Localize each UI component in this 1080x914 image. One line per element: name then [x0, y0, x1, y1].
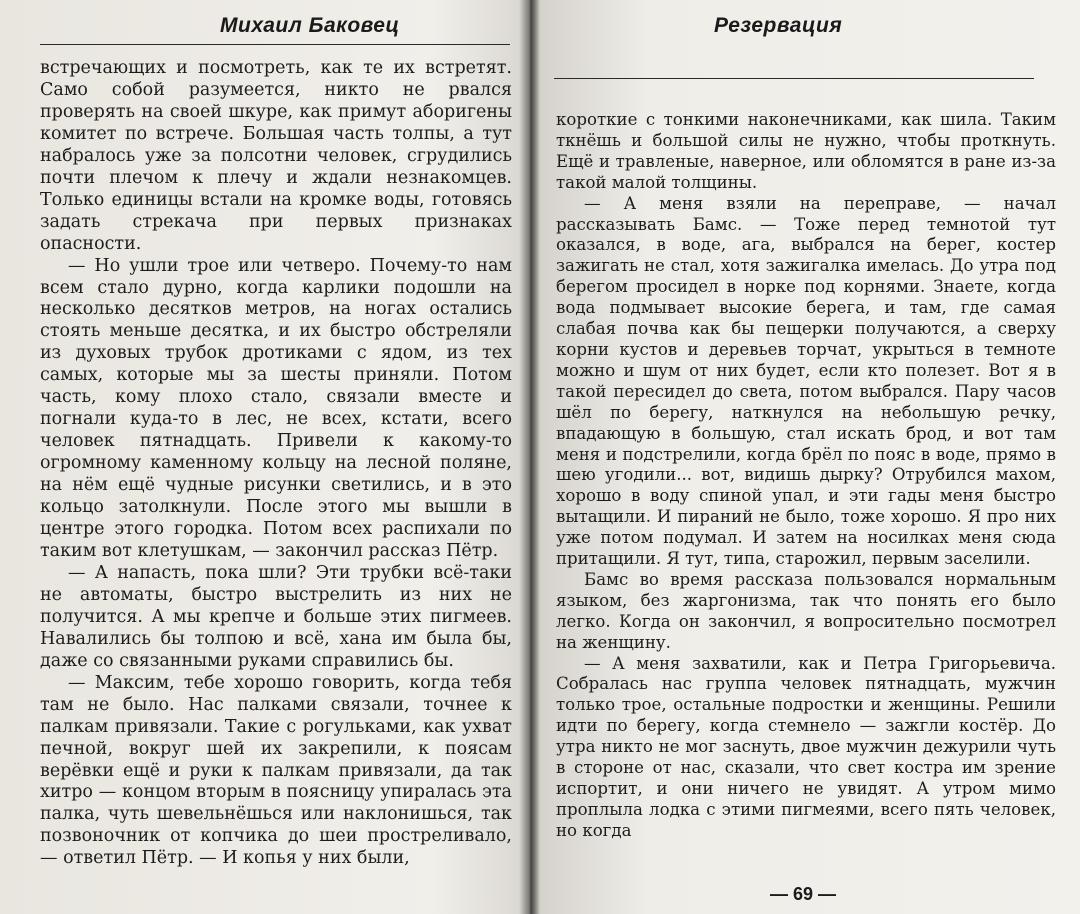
right-header-rule — [554, 78, 1034, 79]
left-running-head: Михаил Баковец — [220, 14, 400, 37]
right-page — [534, 0, 1080, 914]
paragraph: — А напасть, пока шли? Эти трубки всё-таки не автоматы, быстро выстрелить из них не получится. А мы крепче и больше этих пигмеев. Навалились бы толпою и всё, хана им была бы, даже со связанными руками справились бы. — [40, 562, 512, 671]
paragraph: встречающих и посмотреть, как те их встретят. Само собой разумеется, никто не рвался проверять на своей шкуре, как примут аборигены комитет по встрече. Большая часть толпы, а тут набралось уже за полсотни человек, сгрудились почти плечом к плечу и ждали незнакомцев. Только единицы встали на кромке воды, готовясь задать стрекача при первых признаках опасности. — [40, 58, 512, 254]
right-page-text — [556, 110, 1056, 842]
paragraph: Бамс во время рассказа пользовался нормальным языком, без жаргонизма, так что понять его было легко. Когда он закончил, я вопросительно посмотрел на женщину. — [556, 569, 1056, 652]
left-page-text — [40, 58, 512, 870]
page-number: — 69 — — [770, 884, 837, 904]
right-running-head: Резервация — [714, 14, 843, 37]
left-header-rule — [40, 44, 510, 45]
paragraph: — Максим, тебе хорошо говорить, когда тебя там не было. Нас палками связали, точнее к палкам привязали. Такие с рогульками, как ухват печной, вокруг шей их закрепили, к поясам верёвки ещё и руки к палкам привязали, да так хитро — концом вторым в поясницу упиралась эта палка, чуть шевельнёшься или наклонишься, так позвоночник от копчика до шеи простреливало, — ответил Пётр. — И копья у них были, — [40, 672, 512, 869]
left-page — [0, 0, 530, 914]
paragraph: короткие с тонкими наконечниками, как шила. Таким ткнёшь и большой силы не нужно, чтобы проткнуть. Ещё и травленые, наверное, или обломятся в ране из-за такой малой толщины. — [556, 110, 1056, 192]
paragraph: — Но ушли трое или четверо. Почему-то нам всем стало дурно, когда карлики подошли на несколько десятков метров, на ногах остались стоять меньше десятка, и их быстро обстреляли из духовых трубок дротиками с ядом, из тех самых, которые мы за шесты приняли. Потом часть, кому плохо стало, связали вместе и погнали куда-то в лес, не всех, кстати, всего человек пятнадцать. Привели к какому-то огромному каменному кольцу на лесной поляне, на нём ещё чудные рисунки светились, и в это кольцо затолкнули. После этого мы вышли в центре этого городка. Потом всех распихали по таким вот клетушкам, — закончил рассказ Пётр. — [40, 255, 512, 561]
paragraph: — А меня взяли на переправе, — начал рассказывать Бамс. — Тоже перед темнотой тут оказался, в воде, ага, выбрался на берег, костер зажигать не стал, хотя зажигалка имелась. До утра под берегом просидел в норке под корнями. Знаете, когда вода подмывает высокие берега, и там, где самая слабая почва как бы пещерки получаются, а сверху корни кустов и деревьев торчат, укрыться в темноте можно и шум от них будет, если кто полезет. Вот я в такой пересидел до света, потом выбрался. Пару часов шёл по берегу, наткнулся на небольшую речку, впадающую в большую, стал искать брод, и вот там меня и подстрелили, когда брёл по пояс в воде, прямо в шею угодили... вот, видишь дырку? Отрубился махом, хорошо в воду спиной упал, и эти гады меня быстро вытащили. И пираний не было, тоже хорошо. Я про них уже потом подумал. И затем на носилках меня сюда притащили. Я тут, типа, старожил, первым заселили. — [556, 193, 1056, 569]
paragraph: — А меня захватили, как и Петра Григорьевича. Собралась нас группа человек пятнадцать, мужчин только трое, остальные подростки и женщины. Решили идти по берегу, когда стемнело — зажгли костёр. До утра никто не мог заснуть, двое мужчин дежурили чуть в стороне от нас, сказали, что свет костра им зрение испортит, и они ничего не увидят. А утром мимо проплыла лодка с этими пигмеями, всего пять человек, но когда — [556, 653, 1056, 840]
